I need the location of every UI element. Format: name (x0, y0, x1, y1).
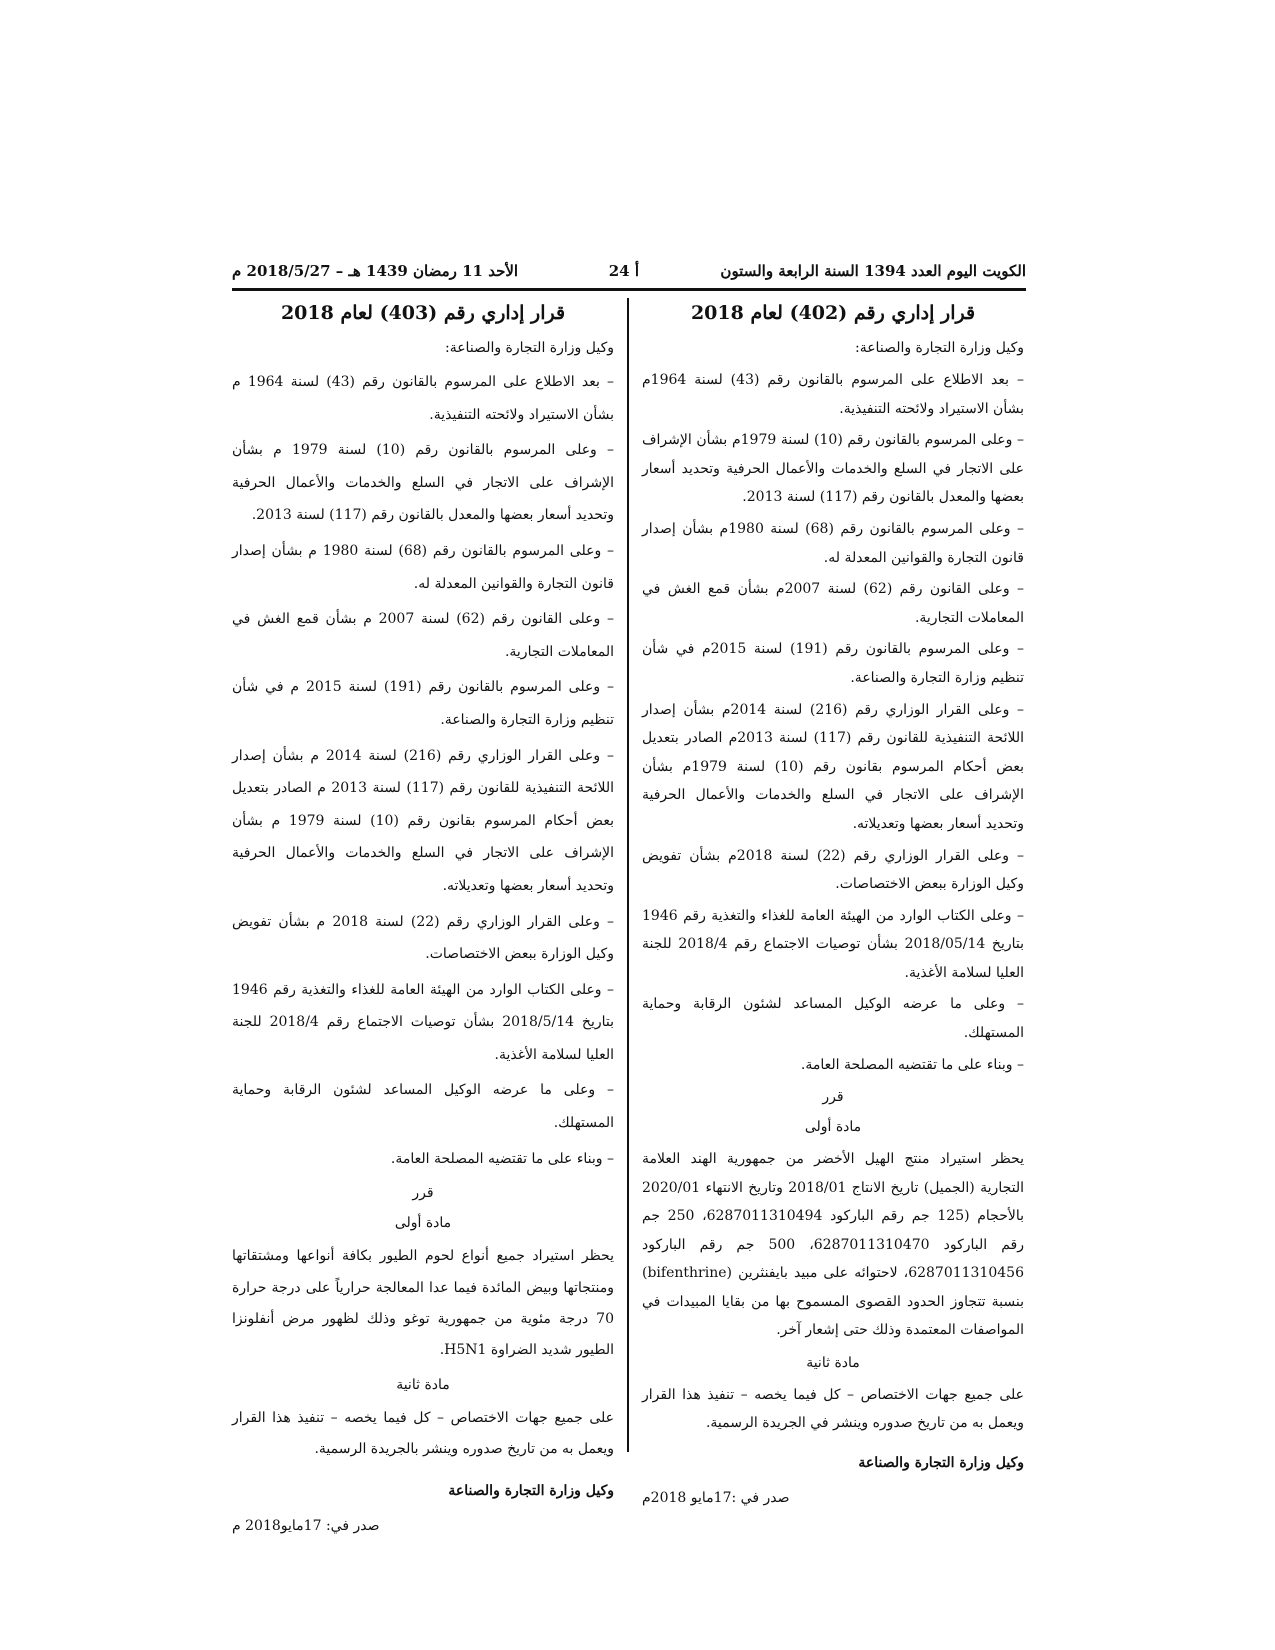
decision-402-decided: قرر (822, 1089, 844, 1106)
decision-403-article1-title: مادة أولى (394, 1215, 452, 1232)
decision-403-signer: وكيل وزارة التجارة والصناعة (448, 1482, 614, 1499)
decision-402-clause: – وعلى الكتاب الوارد من الهيئة العامة للغذاء والتغذية رقم 1946 بتاريخ 2018/05/14 بشأن توصيات الاجتماع رقم 2018/4 للجنة العليا لسلامة الأغذية. (642, 907, 1025, 981)
decision-403-issued-date: صدر في: 17مايو2018 م (232, 1517, 380, 1534)
decision-402-article2-title: مادة ثانية (806, 1354, 860, 1371)
decision-402-title: قرار إداري رقم (402) لعام 2018 (690, 302, 976, 324)
decision-403-clause: – وعلى القانون رقم (62) لسنة 2007 م بشأن قمع الغش في المعاملات التجارية. (232, 611, 614, 660)
decision-402-clause: – وعلى ما عرضه الوكيل المساعد لشئون الرقابة وحماية المستهلك. (642, 996, 1024, 1042)
decision-403-column (232, 298, 614, 1538)
decision-403-clause: – وعلى الكتاب الوارد من الهيئة العامة للغذاء والتغذية رقم 1946 بتاريخ 2018/5/14 بشأن توصيات الاجتماع رقم 2018/4 للجنة العليا لسلامة الأغذية. (232, 981, 614, 1063)
decision-402-clause: – وعلى القرار الوزاري رقم (216) لسنة 2014م بشأن إصدار اللائحة التنفيذية للقانون رقم (117) لسنة 2013م الصادر بتعديل بعض أحكام المرسوم بقانون رقم (10) لسنة 1979م بشأن الإشراف على الاتجار في السلع والخدمات والأعمال الحرفية وتحديد أسعار بعضها وتعديلاته. (642, 701, 1024, 832)
decision-402-clause: – وعلى المرسوم بالقانون رقم (191) لسنة 2015م في شأن تنظيم وزارة التجارة والصناعة. (642, 641, 1024, 686)
decision-402-article2-text: على جميع جهات الاختصاص – كل فيما يخصه – تنفيذ هذا القرار ويعمل به من تاريخ صدوره وينشر في الجريدة الرسمية. (642, 1386, 1024, 1432)
decision-403-clause: – وعلى المرسوم بالقانون رقم (68) لسنة 1980 م بشأن إصدار قانون التجارة والقوانين المعدلة له. (232, 542, 614, 592)
decision-403-clause: – وعلى القرار الوزاري رقم (216) لسنة 2014 م بشأن إصدار اللائحة التنفيذية للقانون رقم (117) لسنة 2013 م الصادر بتعديل بعض أحكام المرسوم بقانون رقم (10) لسنة 1979 م بشأن الإشراف على الاتجار في السلع والخدمات والأعمال الحرفية وتحديد أسعار بعضها وتعديلاته. (232, 747, 614, 894)
decision-402-intro: وكيل وزارة التجارة والصناعة: (854, 340, 1024, 356)
decision-402-clause: – بعد الاطلاع على المرسوم بالقانون رقم (43) لسنة 1964م بشأن الاستيراد ولائحته التنفيذية. (642, 372, 1024, 417)
decision-403-decided: قرر (412, 1185, 434, 1202)
header-issue-info: الكويت اليوم العدد 1394 السنة الرابعة والستون (720, 262, 1026, 280)
decision-402-article1-text: يحظر استيراد منتج الهيل الأخضر من جمهورية الهند العلامة التجارية (الجميل) تاريخ الانتاج 2018/01 وتاريخ الانتهاء 2020/01 بالأحجام (125 جم رقم الباركود 6287011310494، 250 جم رقم الباركود 6287011310470، 500 جم رقم الباركود 6287011310456، لاحتوائه على مبيد بايفنثرين (bifenthrine) بنسبة تتجاوز الحدود القصوى المسموح بها من بقايا المبيدات في المواصفات المعتمدة وذلك حتى إشعار آخر. (642, 1151, 1025, 1339)
decision-403-clause: – وبناء على ما تقتضيه المصلحة العامة. (390, 1150, 614, 1167)
decision-402-issued-date: صدر في :17مايو 2018م (642, 1489, 790, 1506)
decision-403-title: قرار إداري رقم (403) لعام 2018 (280, 302, 566, 324)
decision-402-clause: – وعلى المرسوم بالقانون رقم (68) لسنة 1980م بشأن إصدار قانون التجارة والقوانين المعدلة له. (642, 520, 1024, 566)
decision-402-column (642, 298, 1024, 1510)
page-header (232, 256, 1026, 286)
decision-403-clause: – بعد الاطلاع على المرسوم بالقانون رقم (43) لسنة 1964 م بشأن الاستيراد ولائحته التنفيذية. (232, 374, 614, 423)
decision-402-clause: – وعلى القرار الوزاري رقم (22) لسنة 2018م بشأن تفويض وكيل الوزارة ببعض الاختصاصات. (642, 847, 1024, 893)
decision-403-clause: – وعلى المرسوم بالقانون رقم (10) لسنة 1979 م بشأن الإشراف على الاتجار في السلع والخدمات والأعمال الحرفية وتحديد أسعار بعضها والمعدل بالقانون رقم (117) لسنة 2013. (232, 442, 614, 524)
decision-402-clause: – وعلى المرسوم بالقانون رقم (10) لسنة 1979م بشأن الإشراف على الاتجار في السلع والخدمات والأعمال الحرفية وتحديد أسعار بعضها والمعدل بالقانون رقم (117) لسنة 2013. (642, 432, 1024, 506)
decision-403-article2-title: مادة ثانية (396, 1376, 450, 1393)
decision-403-article2-text: على جميع جهات الاختصاص – كل فيما يخصه – تنفيذ هذا القرار ويعمل به من تاريخ صدوره وينشر بالجريدة الرسمية. (232, 1409, 614, 1458)
decision-403-clause: – وعلى المرسوم بالقانون رقم (191) لسنة 2015 م في شأن تنظيم وزارة التجارة والصناعة. (232, 679, 614, 728)
header-date: الأحد 11 رمضان 1439 هـ – 2018/5/27 م (232, 262, 519, 280)
header-page-number: أ 24 (608, 262, 639, 280)
decision-403-intro: وكيل وزارة التجارة والصناعة: (444, 340, 614, 356)
column-divider (627, 298, 629, 1452)
decision-402-article1-title: مادة أولى (804, 1119, 862, 1136)
header-rule (232, 288, 1026, 291)
decision-403-article1-text: يحظر استيراد جميع أنواع لحوم الطيور بكافة أنواعها ومشتقاتها ومنتجاتها وبيض المائدة فيما عدا المعالجة حرارياً على درجة حرارة 70 درجة مئوية من جمهورية توغو وذلك لظهور مرض أنفلونزا الطيور شديد الضراوة H5N1. (232, 1248, 614, 1359)
decision-403-clause: – وعلى ما عرضه الوكيل المساعد لشئون الرقابة وحماية المستهلك. (232, 1082, 614, 1132)
decision-402-clause: – وعلى القانون رقم (62) لسنة 2007م بشأن قمع الغش في المعاملات التجارية. (642, 581, 1024, 626)
decision-402-signer: وكيل وزارة التجارة والصناعة (858, 1454, 1024, 1471)
decision-403-clause: – وعلى القرار الوزاري رقم (22) لسنة 2018 م بشأن تفويض وكيل الوزارة ببعض الاختصاصات. (232, 913, 614, 963)
decision-402-clause: – وبناء على ما تقتضيه المصلحة العامة. (800, 1056, 1024, 1073)
